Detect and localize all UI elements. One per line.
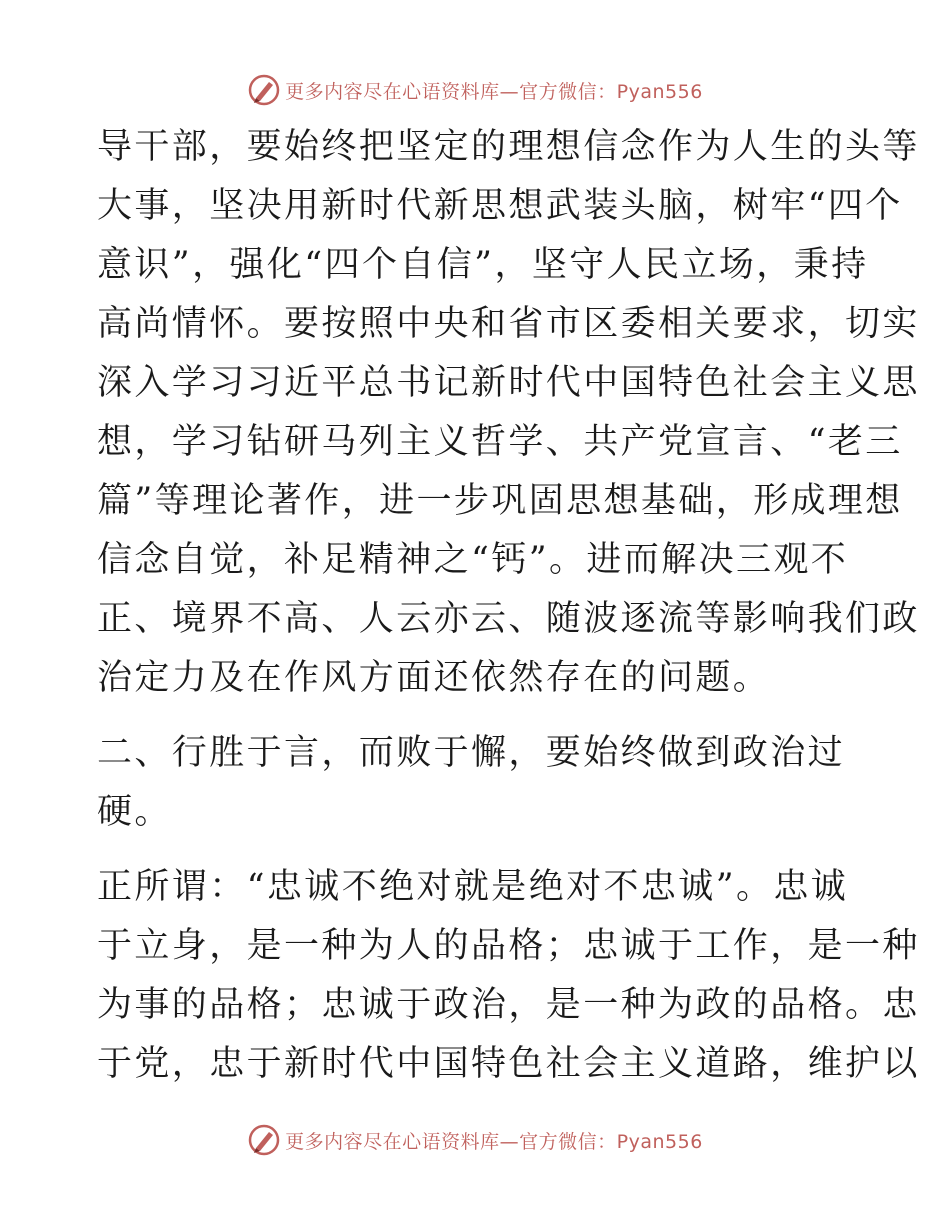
text-line: 意识”，强化“四个自信”，坚守人民立场，秉持 (97, 245, 869, 285)
document-body (97, 118, 920, 1094)
text-line: 正所谓：“忠诚不绝对就是绝对不忠诚”。忠诚 (97, 867, 849, 907)
paragraph (97, 858, 920, 1094)
paragraph-gap (97, 842, 857, 858)
text-line: 硬。 (97, 792, 172, 832)
text-line: 为事的品格；忠诚于政治，是一种为政的品格。忠 (97, 985, 920, 1025)
text-line: 大事，坚决用新时代新思想武装头脑，树牢“四个 (97, 186, 903, 226)
text-line: 治定力及在作风方面还依然存在的问题。 (97, 658, 771, 698)
text-line: 二、行胜于言，而败于懈，要始终做到政治过 (97, 733, 846, 773)
section-heading (97, 724, 857, 842)
text-line: 高尚情怀。要按照中央和省市区委相关要求，切实 (97, 304, 920, 344)
text-line: 正、境界不高、人云亦云、随波逐流等影响我们政 (97, 599, 920, 639)
pen-logo-icon (247, 1123, 281, 1157)
footer-banner (0, 1120, 950, 1160)
header-banner-text: 更多内容尽在心语资料库—官方微信：Pyan556 (285, 80, 703, 103)
text-line: 篇”等理论著作，进一步巩固思想基础，形成理想 (97, 481, 903, 521)
header-banner (0, 70, 950, 110)
paragraph (97, 118, 920, 708)
text-line: 于立身，是一种为人的品格；忠诚于工作，是一种 (97, 926, 920, 966)
paragraph-gap (97, 708, 857, 724)
text-line: 导干部，要始终把坚定的理想信念作为人生的头等 (97, 127, 920, 167)
text-line: 于党，忠于新时代中国特色社会主义道路，维护以 (97, 1044, 920, 1084)
text-line: 深入学习习近平总书记新时代中国特色社会主义思 (97, 363, 920, 403)
footer-banner-text: 更多内容尽在心语资料库—官方微信：Pyan556 (285, 1130, 703, 1153)
pen-logo-icon (247, 73, 281, 107)
text-line: 信念自觉，补足精神之“钙”。进而解决三观不 (97, 540, 849, 580)
text-line: 想，学习钻研马列主义哲学、共产党宣言、“老三 (97, 422, 903, 462)
